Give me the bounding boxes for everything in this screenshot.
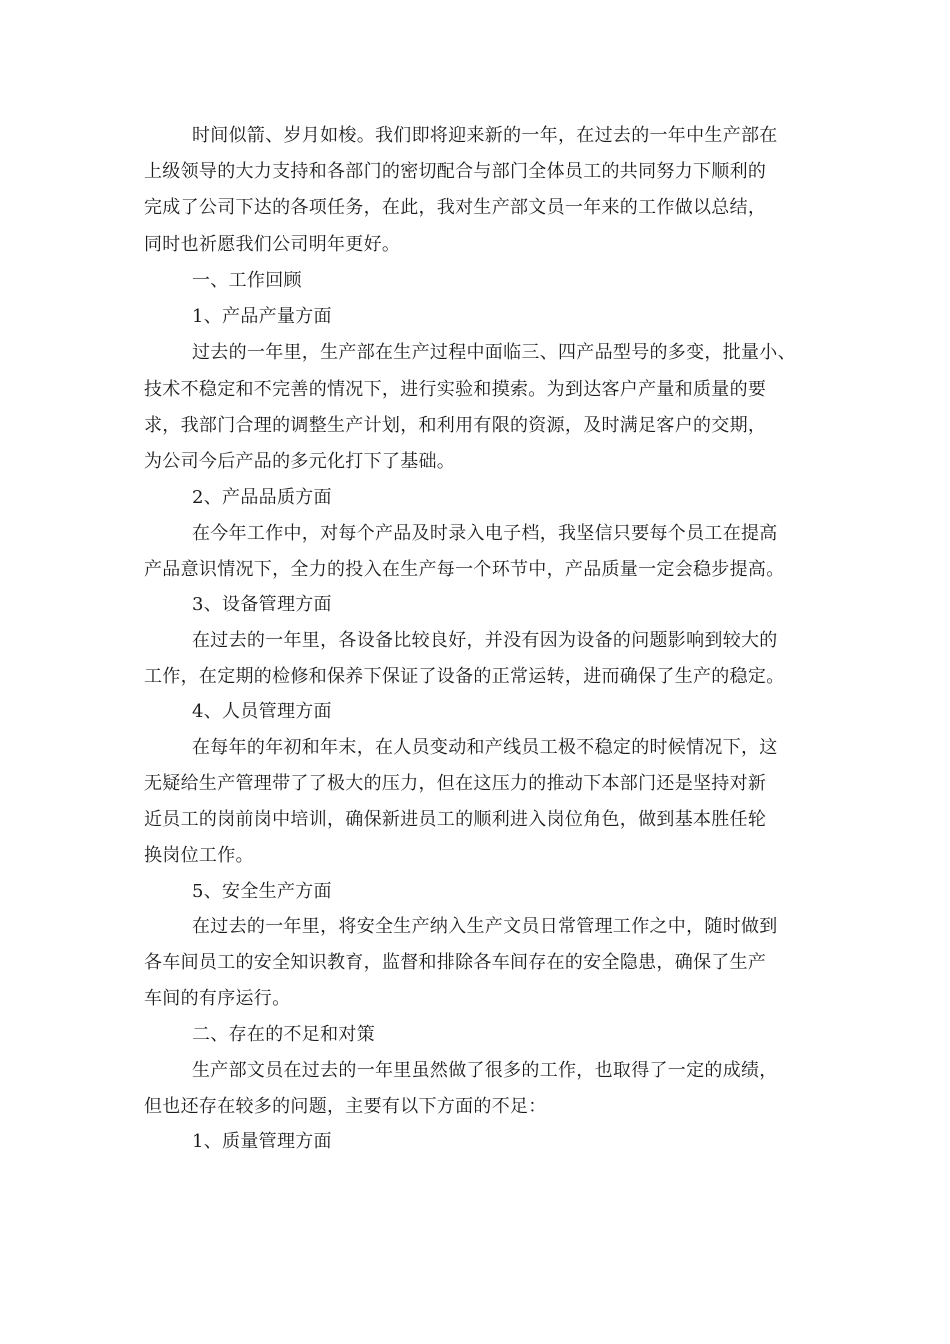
paragraph-line: 在过去的一年里，将安全生产纳入生产文员日常管理工作之中，随时做到 [192,916,778,937]
subsection-heading: 5、安全生产方面 [192,881,332,902]
subsection-heading: 4、人员管理方面 [192,701,332,722]
paragraph-line: 无疑给生产管理带了了极大的压力，但在这压力的推动下本部门还是坚持对新 [144,773,767,794]
subsection-heading: 3、设备管理方面 [192,594,332,615]
paragraph-line: 近员工的岗前岗中培训，确保新进员工的顺利进入岗位角色，做到基本胜任轮 [144,809,767,830]
paragraph-line: 过去的一年里，生产部在生产过程中面临三、四产品型号的多变，批量小、 [192,342,796,363]
paragraph-line: 上级领导的大力支持和各部门的密切配合与部门全体员工的共同努力下顺利的 [144,161,767,182]
paragraph-line: 但也还存在较多的问题，主要有以下方面的不足： [144,1096,547,1117]
section-heading: 一、工作回顾 [192,270,302,291]
subsection-heading: 1、产品产量方面 [192,306,332,327]
paragraph-line: 工作，在定期的检修和保养下保证了设备的正常运转，进而确保了生产的稳定。 [144,666,785,687]
subsection-heading: 1、质量管理方面 [192,1131,332,1152]
paragraph-line: 同时也祈愿我们公司明年更好。 [144,234,401,255]
paragraph-line: 车间的有序运行。 [144,988,291,1009]
section-heading: 二、存在的不足和对策 [192,1024,375,1045]
paragraph-line: 在今年工作中，对每个产品及时录入电子档，我坚信只要每个员工在提高 [192,523,778,544]
paragraph-line: 求，我部门合理的调整生产计划，和利用有限的资源，及时满足客户的交期， [144,415,767,436]
paragraph-line: 换岗位工作。 [144,845,254,866]
paragraph-line: 在每年的年初和年末，在人员变动和产线员工极不稳定的时候情况下，这 [192,737,778,758]
paragraph-line: 生产部文员在过去的一年里虽然做了很多的工作，也取得了一定的成绩， [192,1060,778,1081]
paragraph-line: 各车间员工的安全知识教育，监督和排除各车间存在的安全隐患，确保了生产 [144,952,767,973]
paragraph-line: 完成了公司下达的各项任务，在此，我对生产部文员一年来的工作做以总结， [144,197,767,218]
paragraph-line: 技术不稳定和不完善的情况下，进行实验和摸索。为到达客户产量和质量的要 [144,379,767,400]
paragraph-line: 为公司今后产品的多元化打下了基础。 [144,451,456,472]
paragraph-line: 在过去的一年里，各设备比较良好，并没有因为设备的问题影响到较大的 [192,630,778,651]
paragraph-line: 产品意识情况下，全力的投入在生产每一个环节中，产品质量一定会稳步提高。 [144,559,785,580]
paragraph-line: 时间似箭、岁月如梭。我们即将迎来新的一年，在过去的一年中生产部在 [192,125,778,146]
subsection-heading: 2、产品品质方面 [192,487,332,508]
